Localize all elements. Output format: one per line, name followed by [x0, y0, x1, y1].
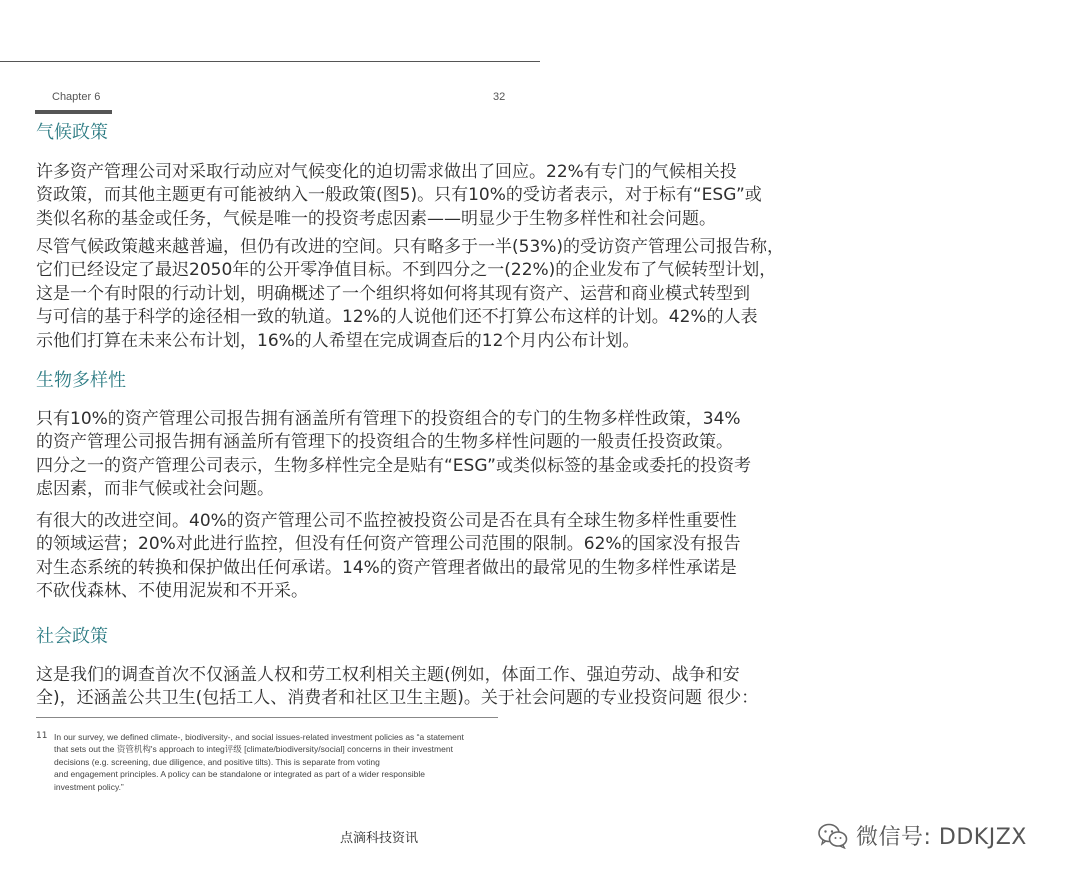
- climate-paragraph-1: 许多资产管理公司对采取行动应对气候变化的迫切需求做出了回应。22%有专门的气候相关投 资政策，而其他主题更有可能被纳入一般政策(图5)。只有10%的受访者表示，对于标有“ESG”或 类似名称的基金或任务，气候是唯一的投资考虑因素——明显少于生物多样性和社会问题。: [36, 162, 762, 229]
- header-rule: [0, 61, 540, 62]
- climate-paragraph-2: 尽管气候政策越来越普遍，但仍有改进的空间。只有略多于一半(53%)的受访资产管理公司报告称， 它们已经设定了最迟2050年的公开零净值目标。不到四分之一(22%)的企业发布了气候转型计划， 这是一个有时限的行动计划，明确概述了一个组织将如何将其现有资产、运营和商业模式转型到 与可信的基于科学的途径相一致的轨道。12%的人说他们还不打算公布这样的计划。42%的人表 示他们打算在未来公布计划，16%的人希望在完成调查后的12个月内公布计划。: [36, 237, 785, 351]
- section-heading-climate: 气候政策: [36, 122, 108, 143]
- page-number: 32: [493, 91, 506, 103]
- footnote-text: In our survey, we defined climate-, biodiversity-, and social issues-related investment policies as “a statement that sets out the 资管机构's approach to integ评级 [climate/biodiversity/social] concerns in their investment decisions (e.g. screening, due diligence, and positive tilts). This is separate from voting and engagement principles. A policy can be standalone or integrated as part of a wider responsible investment policy.”: [54, 732, 464, 792]
- footnote-separator: [36, 717, 498, 718]
- biodiversity-paragraph-2: 有很大的改进空间。40%的资产管理公司不监控被投资公司是否在具有全球生物多样性重要性 的领域运营；20%对此进行监控，但没有任何资产管理公司范围的限制。62%的国家没有报告 对生态系统的转换和保护做出任何承诺。14%的资产管理者做出的最常见的生物多样性承诺是 不砍伐森林、不使用泥炭和不开采。: [36, 511, 741, 602]
- chapter-bar: [35, 110, 112, 114]
- section-heading-social: 社会政策: [36, 626, 108, 647]
- social-paragraph-1: 这是我们的调查首次不仅涵盖人权和劳工权利相关主题(例如，体面工作、强迫劳动、战争和安 全)，还涵盖公共卫生(包括工人、消费者和社区卫生主题)。关于社会问题的专业投资问题 很少：: [36, 665, 759, 709]
- wechat-watermark: [818, 820, 1027, 851]
- wechat-id-text: 微信号: DDKJZX: [856, 825, 1027, 850]
- biodiversity-paragraph-1: 只有10%的资产管理公司报告拥有涵盖所有管理下的投资组合的专门的生物多样性政策，34% 的资产管理公司报告拥有涵盖所有管理下的投资组合的生物多样性问题的一般责任投资政策。 四分之一的资产管理公司表示，生物多样性完全是贴有“ESG”或类似标签的基金或委托的投资考 虑因素，而非气候或社会问题。: [36, 409, 751, 500]
- section-heading-biodiversity: 生物多样性: [36, 370, 126, 391]
- chapter-label: Chapter 6: [52, 91, 101, 103]
- footnote-marker: 11: [36, 731, 48, 741]
- wechat-icon: [818, 823, 848, 849]
- source-label: 点滴科技资讯: [340, 831, 419, 846]
